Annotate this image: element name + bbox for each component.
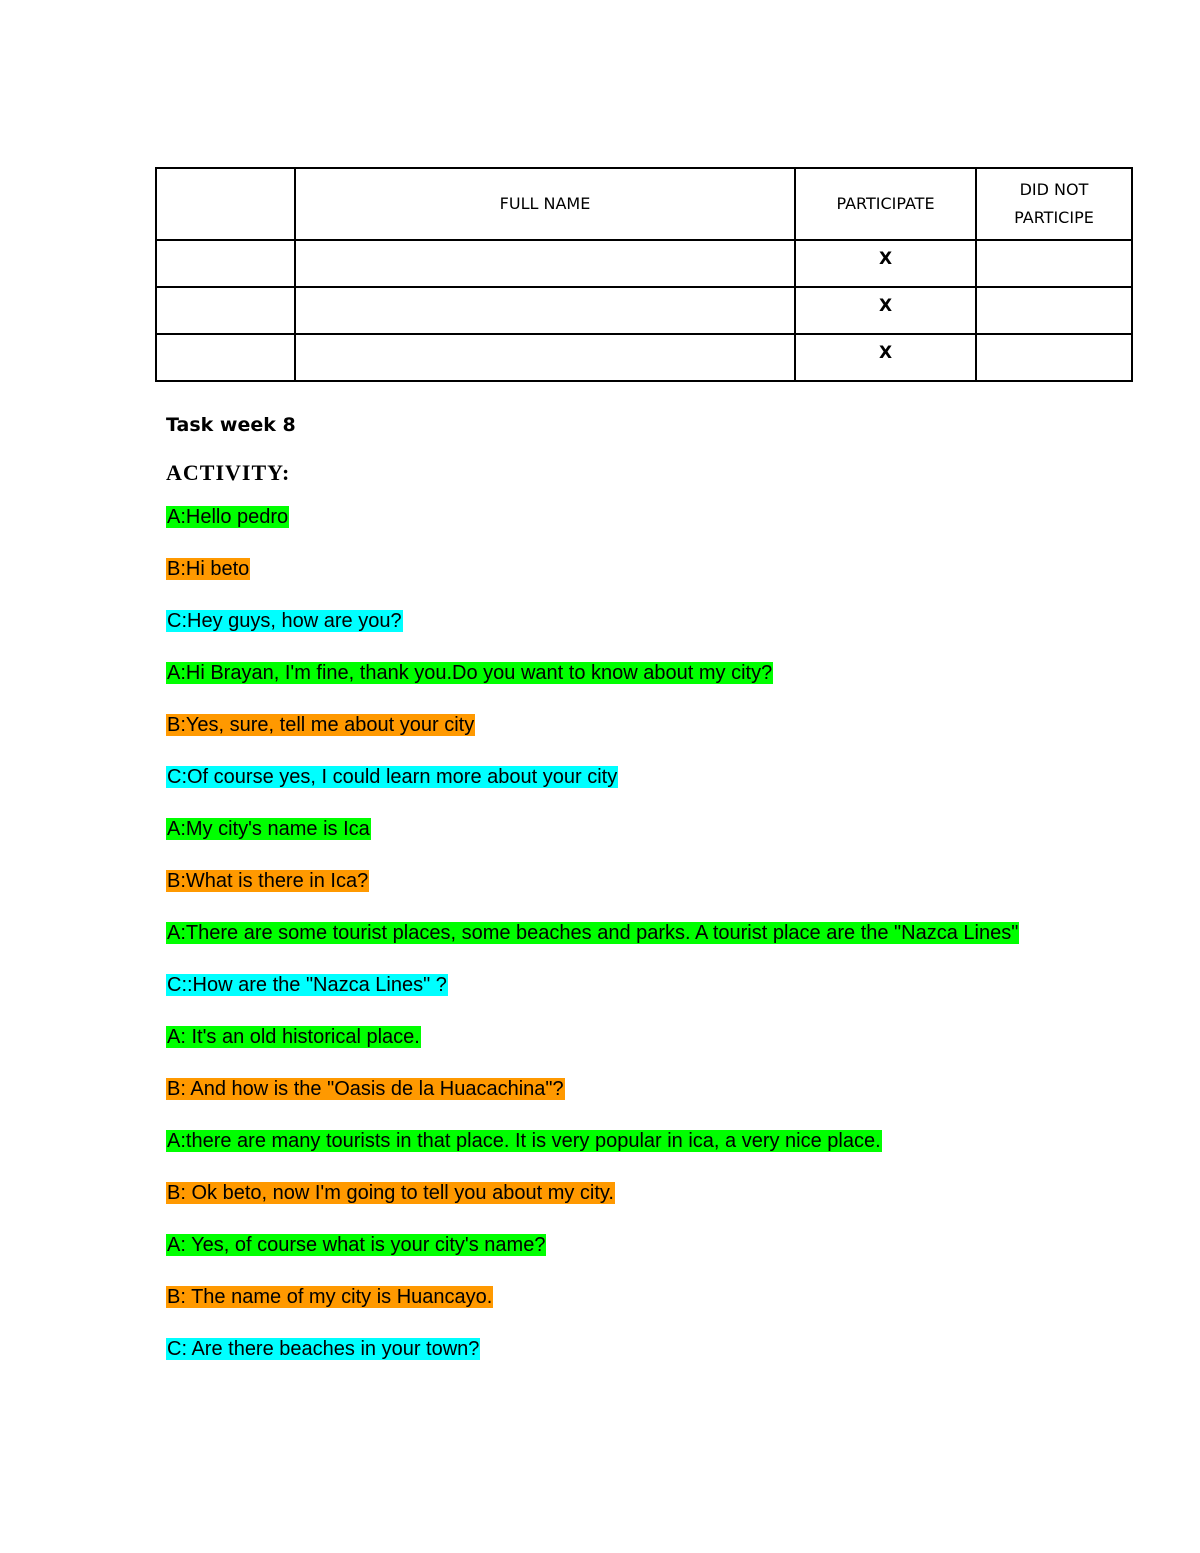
full-name-cell: [295, 334, 795, 381]
attendance-table: [155, 167, 1133, 382]
dialogue-line: [166, 713, 1046, 737]
header-cell-did-not-participate: DID NOT PARTICIPE: [976, 168, 1132, 240]
dialogue-text: A:there are many tourists in that place. It is very popular in ica, a very nice place.: [167, 1130, 881, 1152]
dialogue-line: [166, 817, 1046, 841]
task-title: Task week 8: [166, 414, 296, 436]
dialogue-text: C:Of course yes, I could learn more about your city: [167, 766, 618, 788]
row-number-cell: [156, 334, 295, 381]
dialogue-line: [166, 661, 1046, 685]
full-name-cell: [295, 240, 795, 287]
dialogue-text: C:Hey guys, how are you?: [167, 610, 402, 632]
dialogue-line: [166, 1285, 1046, 1309]
header-cell-number: [156, 168, 295, 240]
dialogue-line: [166, 765, 1046, 789]
header-cell-participate: PARTICIPATE: [795, 168, 976, 240]
dialogue-text: A:Hi Brayan, I'm fine, thank you.Do you want to know about my city?: [167, 662, 773, 684]
dialogue-line: [166, 869, 1046, 893]
dialogue-line: [166, 1129, 1046, 1153]
row-number-cell: [156, 287, 295, 334]
dialogue-line: [166, 973, 1046, 997]
participate-cell: X: [795, 334, 976, 381]
dialogue-line: [166, 1337, 1046, 1361]
dialogue-line: [166, 557, 1046, 581]
dialogue-line: [166, 1233, 1046, 1257]
participate-cell: X: [795, 287, 976, 334]
dialogue-text: C::How are the "Nazca Lines" ?: [167, 974, 447, 996]
table-header-row: [156, 168, 1132, 240]
dialogue-line: [166, 609, 1046, 633]
full-name-cell: [295, 287, 795, 334]
dialogue-text: B:What is there in Ica?: [167, 870, 369, 892]
dialogue-line: [166, 505, 1046, 529]
dialogue-text: A:My city's name is Ica: [167, 818, 370, 840]
participate-cell: X: [795, 240, 976, 287]
dialogue-list: [166, 505, 1046, 1389]
header-cell-full-name: FULL NAME: [295, 168, 795, 240]
table-row: [156, 240, 1132, 287]
dialogue-text: B: Ok beto, now I'm going to tell you about my city.: [167, 1182, 614, 1204]
dialogue-text: B: The name of my city is Huancayo.: [167, 1286, 493, 1308]
dialogue-text: A: It's an old historical place.: [167, 1026, 420, 1048]
dialogue-line: [166, 1181, 1046, 1205]
dialogue-text: B:Yes, sure, tell me about your city: [167, 714, 475, 736]
activity-heading: ACTIVITY:: [166, 460, 291, 485]
did-not-participate-cell: [976, 240, 1132, 287]
dialogue-line: [166, 1025, 1046, 1049]
dialogue-line: [166, 1077, 1046, 1101]
dialogue-text: B:Hi beto: [167, 558, 250, 580]
row-number-cell: [156, 240, 295, 287]
did-not-participate-cell: [976, 287, 1132, 334]
dialogue-text: C: Are there beaches in your town?: [167, 1338, 480, 1360]
table-row: [156, 287, 1132, 334]
dialogue-text: B: And how is the "Oasis de la Huacachina"?: [167, 1078, 564, 1100]
did-not-participate-cell: [976, 334, 1132, 381]
dialogue-line: [166, 921, 1046, 945]
table-row: [156, 334, 1132, 381]
dialogue-text: A:There are some tourist places, some beaches and parks. A tourist place are the "Nazca Lines": [167, 922, 1019, 944]
dialogue-text: A: Yes, of course what is your city's name?: [167, 1234, 546, 1256]
dialogue-text: A:Hello pedro: [167, 506, 289, 528]
